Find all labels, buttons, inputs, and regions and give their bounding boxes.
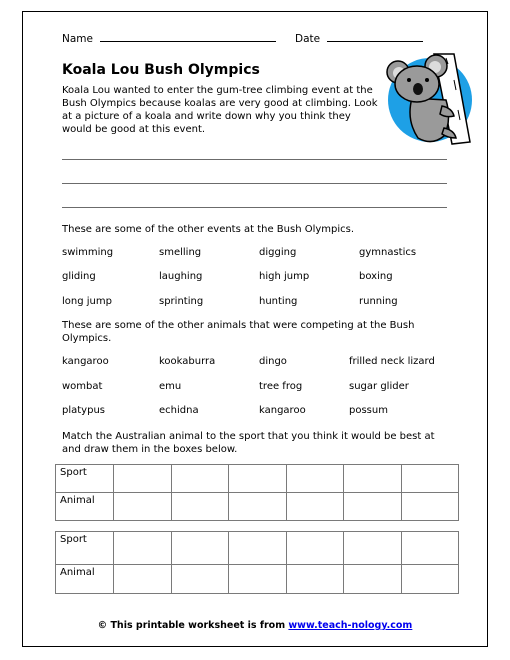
answer-line-3[interactable] xyxy=(62,207,447,208)
animal-word: kangaroo xyxy=(62,356,109,367)
drawing-box[interactable] xyxy=(171,493,229,521)
drawing-box[interactable] xyxy=(229,493,287,521)
animal-word: kangaroo xyxy=(259,405,306,416)
animal-word: dingo xyxy=(259,356,287,367)
animal-word: tree frog xyxy=(259,381,303,392)
animal-word: sugar glider xyxy=(349,381,409,392)
date-blank[interactable] xyxy=(327,32,423,42)
sport-label: Sport xyxy=(56,465,114,493)
event-word: smelling xyxy=(159,247,202,258)
drawing-box[interactable] xyxy=(229,565,287,594)
drawing-box[interactable] xyxy=(401,565,459,594)
drawing-box[interactable] xyxy=(344,493,402,521)
footer-link[interactable]: www.teach-nology.com xyxy=(288,620,413,631)
answer-line-1[interactable] xyxy=(62,159,447,160)
match-table-1 xyxy=(55,464,459,521)
sport-label: Sport xyxy=(56,532,114,565)
drawing-box[interactable] xyxy=(401,465,459,493)
drawing-box[interactable] xyxy=(114,493,172,521)
event-word: digging xyxy=(259,247,297,258)
match-instruction: Match the Australian animal to the sport that you think it would be best at and draw them in the boxes below. xyxy=(62,431,435,455)
date-field xyxy=(295,32,423,45)
match-table-2 xyxy=(55,531,459,594)
animal-word: wombat xyxy=(62,381,103,392)
events-intro: These are some of the other events at the Bush Olympics. xyxy=(62,224,355,235)
animal-label: Animal xyxy=(56,493,114,521)
animal-word: possum xyxy=(349,405,388,416)
drawing-box[interactable] xyxy=(344,565,402,594)
event-word: gymnastics xyxy=(359,247,417,258)
answer-line-2[interactable] xyxy=(62,183,447,184)
event-word: laughing xyxy=(159,271,203,282)
name-label: Name xyxy=(62,33,93,45)
drawing-box[interactable] xyxy=(171,532,229,565)
drawing-box[interactable] xyxy=(344,532,402,565)
drawing-box[interactable] xyxy=(171,565,229,594)
drawing-box[interactable] xyxy=(114,465,172,493)
name-blank[interactable] xyxy=(100,32,276,42)
animal-label: Animal xyxy=(56,565,114,594)
event-word: running xyxy=(359,296,398,307)
drawing-box[interactable] xyxy=(114,532,172,565)
animal-word: echidna xyxy=(159,405,199,416)
drawing-box[interactable] xyxy=(344,465,402,493)
intro-paragraph: Koala Lou wanted to enter the gum-tree climbing event at the Bush Olympics because koalas are very good at climbing. Look at a picture of a koala and write down why you think they would be good at this event. xyxy=(62,85,378,135)
animals-intro: These are some of the other animals that were competing at the Bush Olympics. xyxy=(62,320,415,344)
footer xyxy=(0,620,510,631)
event-word: boxing xyxy=(359,271,393,282)
event-word: hunting xyxy=(259,296,298,307)
animal-word: emu xyxy=(159,381,182,392)
drawing-box[interactable] xyxy=(229,532,287,565)
drawing-box[interactable] xyxy=(171,465,229,493)
footer-text: © This printable worksheet is from xyxy=(97,620,289,631)
date-label: Date xyxy=(295,33,321,45)
drawing-box[interactable] xyxy=(286,493,344,521)
event-word: high jump xyxy=(259,271,310,282)
event-word: sprinting xyxy=(159,296,204,307)
event-word: long jump xyxy=(62,296,112,307)
drawing-box[interactable] xyxy=(286,465,344,493)
drawing-box[interactable] xyxy=(286,532,344,565)
worksheet-title: Koala Lou Bush Olympics xyxy=(62,62,260,78)
koala-illustration xyxy=(384,50,474,146)
event-word: gliding xyxy=(62,271,96,282)
drawing-box[interactable] xyxy=(401,532,459,565)
drawing-box[interactable] xyxy=(401,493,459,521)
animal-word: frilled neck lizard xyxy=(349,356,435,367)
drawing-box[interactable] xyxy=(114,565,172,594)
animal-word: kookaburra xyxy=(159,356,216,367)
drawing-box[interactable] xyxy=(229,465,287,493)
name-field xyxy=(62,32,276,45)
animal-word: platypus xyxy=(62,405,105,416)
event-word: swimming xyxy=(62,247,114,258)
drawing-box[interactable] xyxy=(286,565,344,594)
